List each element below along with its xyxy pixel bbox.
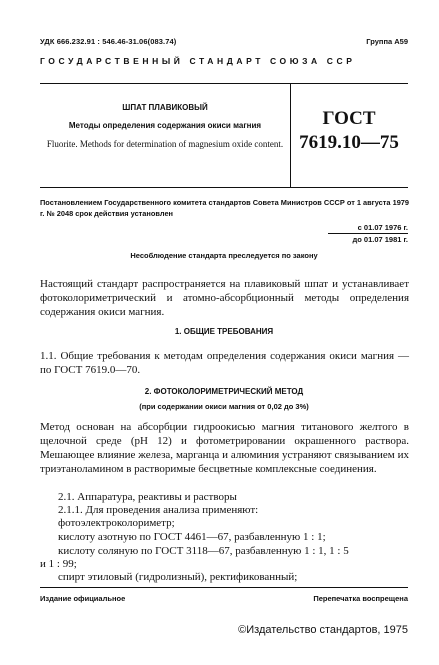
udk-code: УДК 666.232.91 : 546.46-31.06(083.74) [40,37,177,46]
decree-text: Постановлением Государственного комитета стандартов Совета Министров СССР от 1 августа 1979 г. № 2048 срок действия установлен [40,198,410,218]
intro-paragraph: Настоящий стандарт распространяется на плавиковый шпат и устанавливает фотоколориметрический и атомно-абсорбционный методы определения содержания окиси магния. [40,278,409,318]
title-box-top-rule [40,83,408,84]
effective-date-from: с 01.07 1976 г. [357,223,408,232]
gost-label: ГОСТ [322,108,376,129]
list-item: фотоэлектроколориметр; [58,517,175,529]
official-edition: Издание официальное [40,594,126,603]
title-ru-line2: Методы определения содержания окиси магния [68,121,262,130]
legal-warning: Несоблюдение стандарта преследуется по закону [130,251,318,260]
standard-header: ГОСУДАРСТВЕННЫЙ СТАНДАРТ СОЮЗА ССР [40,56,356,66]
publisher-copyright: ©Издательство стандартов, 1975 [238,624,408,636]
section-2-text: Метод основан на абсорбции гидроокисью магния титанового желтого в щелочной среде (рН 12) и фотометрировании окрашенного раствора. Мешающее влияние железа, марганца и алюминия устраняют связыванием их триэтаноламином в растворимые бесцветные комплексные соединения. [40,421,409,475]
list-item: кислоту азотную по ГОСТ 4461—67, разбавленную 1 : 1; [58,531,326,543]
effective-date-to: до 01.07 1981 г. [352,235,408,244]
item-2-1-1: 2.1.1. Для проведения анализа применяют: [58,504,259,516]
title-english: Fluorite. Methods for determination of magnesium oxide content. [46,139,284,149]
title-ru-line1: ШПАТ ПЛАВИКОВЫЙ [122,103,208,112]
section-1-heading: 1. ОБЩИЕ ТРЕБОВАНИЯ [174,327,274,336]
gost-number: 7619.10—75 [299,132,399,153]
section-2-heading: 2. ФОТОКОЛОРИМЕТРИЧЕСКИЙ МЕТОД [144,387,304,396]
reprint-prohibited: Перепечатка воспрещена [313,594,408,603]
list-item-continuation: и 1 : 99; [40,558,77,570]
section-1-text: 1.1. Общие требования к методам определения содержания окиси магния — по ГОСТ 7619.0—70. [40,350,409,376]
item-2-1: 2.1. Аппаратура, реактивы и растворы [58,491,237,503]
title-box-bottom-rule [40,187,408,188]
date-rule [328,233,408,234]
group-code: Группа А59 [366,37,408,46]
footer-rule [40,587,408,588]
list-item: спирт этиловый (гидролизный), ректификованный; [58,571,298,583]
section-2-subheading: (при содержании окиси магния от 0,02 до 3%) [139,402,309,411]
list-item: кислоту соляную по ГОСТ 3118—67, разбавленную 1 : 1, 1 : 5 [58,545,349,557]
